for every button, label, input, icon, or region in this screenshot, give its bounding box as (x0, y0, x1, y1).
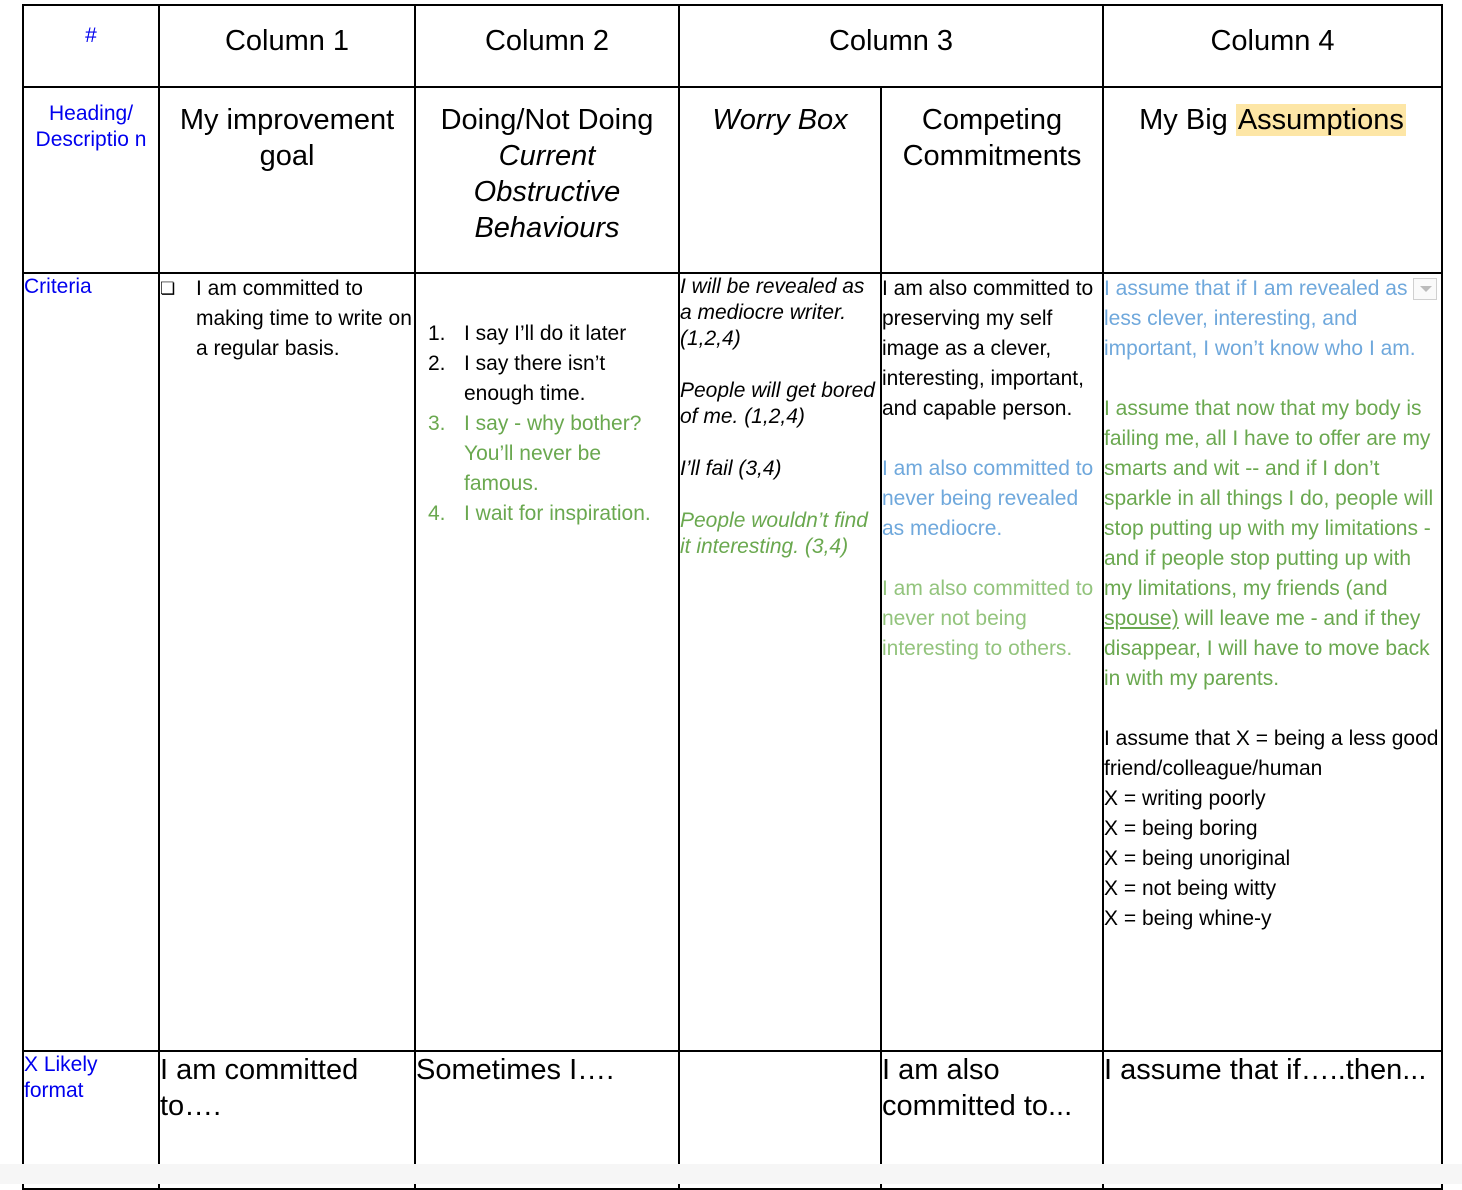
list-number: 2. (428, 352, 446, 375)
list-text: I say I’ll do it later (464, 322, 627, 345)
list-item (416, 319, 678, 349)
format-col4: I assume that if…..then... (1103, 1051, 1442, 1189)
column-1-header: Column 1 (159, 5, 415, 87)
format-label: X Likely format (23, 1051, 159, 1189)
format-col2: Sometimes I…. (415, 1051, 679, 1189)
bottom-background (0, 1164, 1462, 1184)
spouse-underlined-text: spouse) (1104, 607, 1179, 630)
competing-commitments-heading: Competing Commitments (881, 87, 1103, 273)
commitments-table (22, 4, 1443, 1190)
worry-item: People wouldn’t find it interesting. (3,4) (680, 509, 868, 558)
list-item (416, 499, 678, 529)
format-col1: I am committed to…. (159, 1051, 415, 1189)
criteria-row (23, 273, 1442, 1051)
format-competing: I am also committed to... (881, 1051, 1103, 1189)
improvement-goal-heading: My improvement goal (159, 87, 415, 273)
column-2-header: Column 2 (415, 5, 679, 87)
dropdown-arrow-icon[interactable] (1413, 278, 1437, 300)
list-number: 1. (428, 322, 446, 345)
column-3-header: Column 3 (679, 5, 1103, 87)
header-row (23, 5, 1442, 87)
competing-commitments-cell (881, 273, 1103, 1051)
worry-item: People will get bored of me. (1,2,4) (680, 379, 875, 428)
assumption-item: I assume that X = being a less good friend/colleague/human (1104, 727, 1439, 780)
big-assumptions-heading (1103, 87, 1442, 273)
assumption-text: I assume that now that my body is failing me, all I have to offer are my smarts and wit -- and if I don’t sparkle in all things I do, people will stop putting up with my limitations - and if people stop putting up with my limitations, my friends (and (1104, 397, 1434, 600)
commitment-item: I am also committed to preserving my self image as a clever, interesting, important, and capable person. (882, 277, 1094, 420)
assumption-text: will leave me - and if they disappear, I will have to move back in with my parents. (1104, 607, 1430, 690)
x-item: X = not being witty (1104, 877, 1277, 900)
list-item (416, 349, 678, 409)
commitment-item: I am also committed to never not being interesting to others. (882, 577, 1094, 660)
x-item: X = being whine-y (1104, 907, 1272, 930)
worry-box-heading: Worry Box (679, 87, 881, 273)
list-item (416, 409, 678, 499)
criteria-label: Criteria (23, 273, 159, 1051)
commitment-item: I am also committed to never being revealed as mediocre. (882, 457, 1094, 540)
checkbox-bullet-icon: ❏ (160, 279, 176, 298)
column-4-header: Column 4 (1103, 5, 1442, 87)
current-obstructive-behaviours-text: Current Obstructive Behaviours (473, 140, 621, 244)
goal-criteria-cell (159, 273, 415, 1051)
list-item (160, 274, 414, 364)
list-number: 3. (428, 412, 446, 435)
doing-not-doing-text: Doing/Not Doing (440, 104, 654, 136)
x-item: X = being unoriginal (1104, 847, 1291, 870)
behaviours-list (416, 274, 678, 529)
heading-row-label: Heading/ Descriptio n (23, 87, 159, 273)
worry-box-cell (679, 273, 881, 1051)
assumption-item: I assume that if I am revealed as less clever, interesting, and important, I won’t know who I am. (1104, 277, 1416, 360)
list-text: I wait for inspiration. (464, 502, 651, 525)
assumptions-highlight: Assumptions (1237, 104, 1404, 136)
worry-item: I will be revealed as a mediocre writer. (1,2,4) (680, 275, 865, 350)
my-big-text: My Big (1139, 104, 1236, 136)
x-item: X = writing poorly (1104, 787, 1266, 810)
list-text: I say - why bother? You’ll never be famous. (464, 412, 642, 495)
behaviours-criteria-cell (415, 273, 679, 1051)
obstructive-behaviours-heading (415, 87, 679, 273)
assumption-item (1104, 394, 1441, 694)
worry-item: I’ll fail (3,4) (680, 457, 782, 480)
x-item: X = being boring (1104, 817, 1258, 840)
list-number: 4. (428, 502, 446, 525)
goal-criteria-text: I am committed to making time to write on a regular basis. (196, 277, 412, 360)
list-text: I say there isn’t enough time. (464, 352, 606, 405)
big-assumptions-cell (1103, 273, 1442, 1051)
hash-header: # (23, 5, 159, 87)
heading-row (23, 87, 1442, 273)
